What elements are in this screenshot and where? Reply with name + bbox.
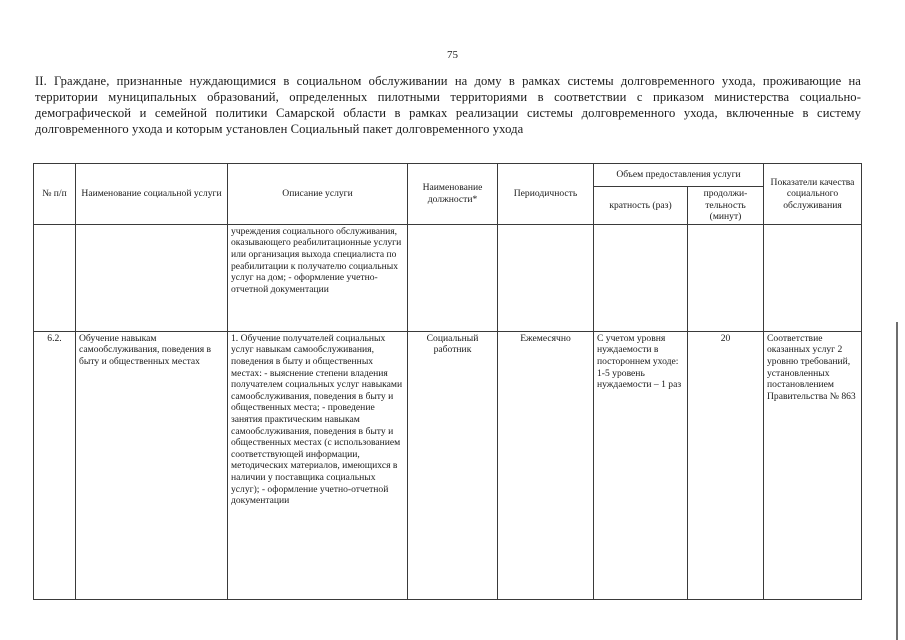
scan-edge-line (896, 322, 898, 640)
header-volume: Объем предоставления услуги (594, 164, 764, 187)
cell-quality: Соответствие оказанных услуг 2 уровню требований, установленных постановлением Правительства № 863 (764, 331, 862, 599)
cell-description: учреждения социального обслуживания, оказывающего реабилитационные услуги или организация выхода специалиста по реабилитации к получателю социальных услуг на дом; - оформление учетно-отчетной документации (228, 224, 408, 331)
cell-position: Социальный работник (408, 331, 498, 599)
header-multiplicity: кратность (раз) (594, 187, 688, 225)
header-position: Наименование должности* (408, 164, 498, 225)
page-number: 75 (447, 49, 458, 61)
header-service-name: Наименование социальной услуги (76, 164, 228, 225)
table-row (34, 224, 862, 331)
cell-quality (764, 224, 862, 331)
table-row (34, 331, 862, 599)
cell-number (34, 224, 76, 331)
cell-description: 1. Обучение получателей социальных услуг навыкам самообслуживания, поведения в быту и общественных местах: - выяснение степени владения получателем социальных услуг навыками самообслуживания, поведения в быту и общественных места; - проведение занятия практическим навыкам самообслуживания, поведения в быту и общественных местах (с использованием соответствующей информации, методических материалов, имеющихся в наличии у поставщика социальных услуг); - оформление учетно-отчетной документации (228, 331, 408, 599)
cell-periodicity: Ежемесячно (498, 331, 594, 599)
cell-periodicity (498, 224, 594, 331)
section-heading: II. Граждане, признанные нуждающимися в социальном обслуживании на дому в рамках системы долговременного ухода, проживающие на территории муниципальных образований, определенных пилотными территориями в соответствии с приказом министерства социально-демографической и семейной политики Самарской области в рамках реализации системы долговременного ухода, включенные в систему долговременного ухода и которым установлен Социальный пакет долговременного ухода (35, 74, 861, 136)
cell-service-name (76, 224, 228, 331)
cell-service-name: Обучение навыкам самообслуживания, поведения в быту и общественных местах (76, 331, 228, 599)
header-description: Описание услуги (228, 164, 408, 225)
services-table (33, 163, 862, 600)
cell-multiplicity: С учетом уровня нуждаемости в постороннем уходе: 1-5 уровень нуждаемости – 1 раз (594, 331, 688, 599)
header-quality: Показатели качества социального обслуживания (764, 164, 862, 225)
cell-number: 6.2. (34, 331, 76, 599)
cell-multiplicity (594, 224, 688, 331)
cell-position (408, 224, 498, 331)
header-periodicity: Периодичность (498, 164, 594, 225)
header-number: № п/п (34, 164, 76, 225)
cell-duration: 20 (688, 331, 764, 599)
header-duration: продолжи-тельность (минут) (688, 187, 764, 225)
cell-duration (688, 224, 764, 331)
